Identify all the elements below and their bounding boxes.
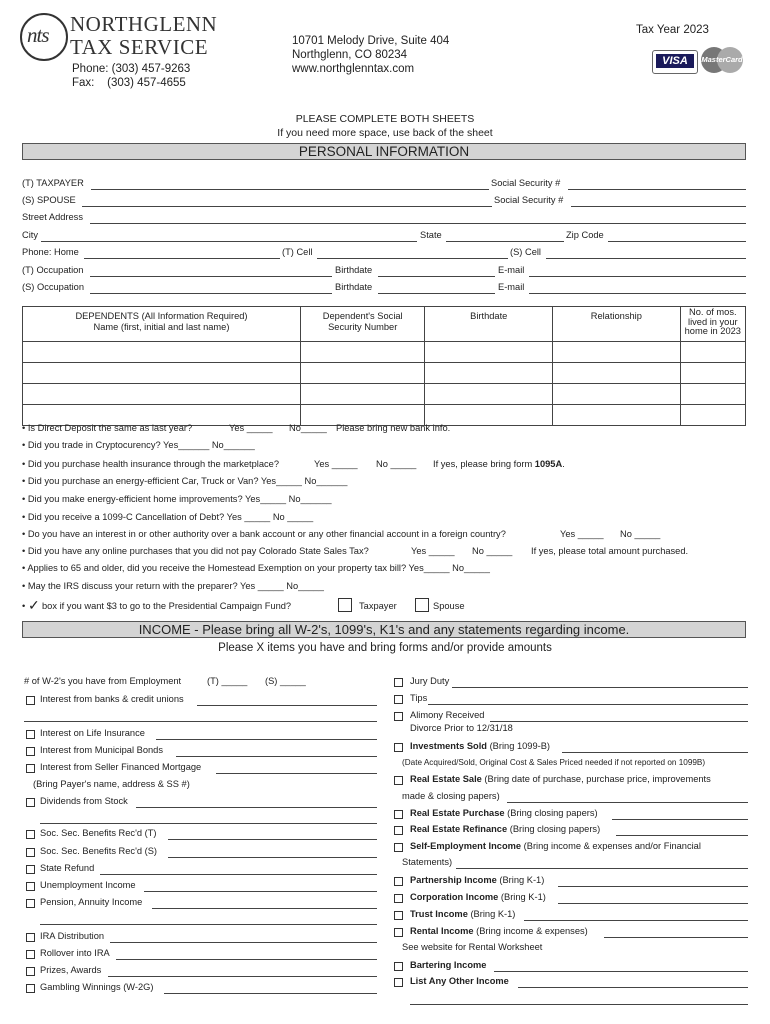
question-irs-discuss[interactable]: • May the IRS discuss your return with the preparer? Yes _____ No_____ <box>22 581 324 591</box>
spouse-ssn-label: Social Security # <box>494 195 564 205</box>
pension-checkbox[interactable] <box>26 899 35 908</box>
real-estate-sale-bold: Real Estate Sale <box>410 774 482 784</box>
dependent-ssn-cell[interactable] <box>300 342 424 363</box>
health-insurance-note <box>433 459 565 470</box>
partnership-checkbox[interactable] <box>394 877 403 886</box>
dependents-header-row <box>23 307 746 342</box>
unemployment-label: Unemployment Income <box>40 880 136 890</box>
real-estate-refinance-label <box>410 824 600 835</box>
self-employment-cont: Statements) <box>402 857 453 867</box>
municipal-bonds-label: Interest from Municipal Bonds <box>40 745 163 755</box>
dependents-months-header-line2: lived in your <box>688 316 738 327</box>
street-field[interactable] <box>90 213 746 224</box>
table-row[interactable] <box>23 342 746 363</box>
trust-checkbox[interactable] <box>394 911 403 920</box>
rental-label <box>410 926 588 937</box>
dependents-name-header <box>23 307 301 342</box>
mastercard-label: MasterCard <box>701 55 743 64</box>
zip-label: Zip Code <box>566 230 604 240</box>
dependent-months-cell[interactable] <box>680 363 745 384</box>
soc-sec-spouse-checkbox[interactable] <box>26 848 35 857</box>
s-birthdate-label: Birthdate <box>335 282 373 292</box>
city-field[interactable] <box>41 231 417 242</box>
self-employment-note: (Bring income & expenses and/or Financial <box>521 841 701 851</box>
dependents-relationship-header: Relationship <box>553 307 681 342</box>
t-email-field[interactable] <box>529 266 746 277</box>
tips-label: Tips <box>410 693 428 703</box>
alimony-note: Divorce Prior to 12/31/18 <box>410 723 513 733</box>
real-estate-refinance-note: (Bring closing papers) <box>507 824 601 834</box>
question-direct-deposit: • Is Direct Deposit the same as last year? <box>22 423 193 433</box>
municipal-bonds-checkbox[interactable] <box>26 747 35 756</box>
tips-field[interactable] <box>428 694 748 705</box>
t-birthdate-field[interactable] <box>378 266 495 277</box>
jury-duty-checkbox[interactable] <box>394 678 403 687</box>
municipal-bonds-field[interactable] <box>176 746 377 757</box>
seller-mortgage-field[interactable] <box>216 763 377 774</box>
bartering-bold: Bartering Income <box>410 960 487 970</box>
state-field[interactable] <box>446 231 564 242</box>
firm-name-line1: NORTHGLENN <box>70 12 218 36</box>
life-insurance-interest-field[interactable] <box>156 729 377 740</box>
investments-note: (Date Acquired/Sold, Original Cost & Sales Priced needed if not reported on 1099B) <box>402 758 706 767</box>
dependent-birthdate-cell[interactable] <box>425 342 553 363</box>
soc-sec-taxpayer-field[interactable] <box>168 829 377 840</box>
dependents-ssn-header-line1: Dependent's Social <box>322 311 403 321</box>
trust-label <box>410 909 515 920</box>
address-line2: Northglenn, CO 80234 <box>292 49 408 61</box>
ira-rollover-checkbox[interactable] <box>26 950 35 959</box>
dividends-label: Dividends from Stock <box>40 796 128 806</box>
real-estate-sale-field[interactable] <box>507 792 748 803</box>
t-occupation-label: (T) Occupation <box>22 265 84 275</box>
seller-mortgage-note: (Bring Payer's name, address & SS #) <box>33 779 190 789</box>
dependents-birthdate-header: Birthdate <box>425 307 553 342</box>
ira-rollover-field[interactable] <box>116 949 377 960</box>
ira-distribution-label: IRA Distribution <box>40 931 105 941</box>
question-homestead[interactable]: • Applies to 65 and older, did you receive the Homestead Exemption on your property tax bill? Yes_____ No_____ <box>22 563 490 573</box>
campaign-taxpayer-label: Taxpayer <box>359 601 397 611</box>
s-email-field[interactable] <box>529 283 746 294</box>
dividends-field[interactable] <box>136 797 377 808</box>
visa-label: VISA <box>656 54 694 68</box>
life-insurance-interest-checkbox[interactable] <box>26 730 35 739</box>
dependent-birthdate-cell[interactable] <box>425 363 553 384</box>
t-occupation-field[interactable] <box>90 266 332 277</box>
s-occupation-label: (S) Occupation <box>22 282 85 292</box>
state-refund-checkbox[interactable] <box>26 865 35 874</box>
dependents-ssn-header-line2: Security Number <box>328 322 398 332</box>
corporation-field[interactable] <box>558 893 748 904</box>
dependent-relationship-cell[interactable] <box>553 342 681 363</box>
real-estate-purchase-bold: Real Estate Purchase <box>410 808 505 818</box>
seller-mortgage-checkbox[interactable] <box>26 764 35 773</box>
alimony-checkbox[interactable] <box>394 712 403 721</box>
mastercard-icon <box>699 47 745 73</box>
partnership-note: (Bring K-1) <box>496 875 545 885</box>
jury-duty-field[interactable] <box>452 677 748 688</box>
health-insurance-yes[interactable]: Yes _____ <box>314 459 358 469</box>
real-estate-purchase-label <box>410 808 598 819</box>
question-online-purchases: • Did you have any online purchases that you did not pay Colorado State Sales Tax? <box>22 546 369 556</box>
bank-interest-field[interactable] <box>197 695 377 706</box>
dependent-relationship-cell[interactable] <box>553 384 681 405</box>
gambling-checkbox[interactable] <box>26 984 35 993</box>
bank-interest-extra-line[interactable] <box>24 711 377 722</box>
seller-mortgage-label: Interest from Seller Financed Mortgage <box>40 762 202 772</box>
bank-interest-label: Interest from banks & credit unions <box>40 694 184 704</box>
dependent-birthdate-cell[interactable] <box>425 384 553 405</box>
fax-number: Fax: (303) 457-4655 <box>72 77 186 89</box>
w2-count-taxpayer[interactable]: (T) _____ <box>207 676 248 686</box>
question-foreign-account: • Do you have an interest in or other authority over a bank account or any other financial account in a foreign country? <box>22 529 506 539</box>
corporation-bold: Corporation Income <box>410 892 499 902</box>
intro-line1: PLEASE COMPLETE BOTH SHEETS <box>295 113 475 125</box>
real-estate-sale-checkbox[interactable] <box>394 776 403 785</box>
spouse-name-field[interactable] <box>82 196 492 207</box>
state-refund-label: State Refund <box>40 863 95 873</box>
dependent-name-cell[interactable] <box>23 384 301 405</box>
prizes-field[interactable] <box>108 966 377 977</box>
s-cell-field[interactable] <box>546 248 746 259</box>
campaign-bullet: • <box>22 601 26 611</box>
phone-home-label: Phone: Home <box>22 247 79 257</box>
real-estate-refinance-bold: Real Estate Refinance <box>410 824 508 834</box>
w2-count-spouse[interactable]: (S) _____ <box>265 676 306 686</box>
prizes-label: Prizes, Awards <box>40 965 102 975</box>
dependents-ssn-header <box>300 307 424 342</box>
income-subtitle: Please X items you have and bring forms and/or provide amounts <box>218 642 552 654</box>
phone-number: Phone: (303) 457-9263 <box>72 63 191 75</box>
state-label: State <box>420 230 442 240</box>
taxpayer-ssn-field[interactable] <box>568 179 746 190</box>
state-refund-field[interactable] <box>100 864 377 875</box>
rental-note: (Bring income & expenses) <box>473 926 588 936</box>
self-employment-field[interactable] <box>456 858 748 869</box>
website-link[interactable]: www.northglenntax.com <box>292 63 415 75</box>
campaign-taxpayer-checkbox[interactable] <box>338 598 352 612</box>
spouse-ssn-field[interactable] <box>571 196 746 207</box>
health-insurance-note-text: If yes, please bring form <box>433 459 535 469</box>
rental-bold: Rental Income <box>410 926 474 936</box>
t-cell-field[interactable] <box>317 248 508 259</box>
health-insurance-no[interactable]: No _____ <box>376 459 417 469</box>
campaign-spouse-checkbox[interactable] <box>415 598 429 612</box>
alimony-field[interactable] <box>490 711 748 722</box>
pension-field[interactable] <box>152 898 377 909</box>
visa-card-icon <box>652 50 698 74</box>
dependents-months-header-line1: No. of mos. <box>689 307 737 317</box>
rental-field[interactable] <box>604 927 748 938</box>
taxpayer-ssn-label: Social Security # <box>491 178 561 188</box>
soc-sec-spouse-field[interactable] <box>168 847 377 858</box>
ira-distribution-field[interactable] <box>110 932 377 943</box>
real-estate-purchase-note: (Bring closing papers) <box>504 808 598 818</box>
online-purchases-no[interactable]: No _____ <box>472 546 513 556</box>
investments-checkbox[interactable] <box>394 743 403 752</box>
w2-count-label: # of W-2's you have from Employment <box>24 676 182 686</box>
unemployment-field[interactable] <box>144 881 377 892</box>
real-estate-purchase-checkbox[interactable] <box>394 810 403 819</box>
soc-sec-taxpayer-label: Soc. Sec. Benefits Rec'd (T) <box>40 828 157 838</box>
real-estate-refinance-field[interactable] <box>616 825 748 836</box>
corporation-note: (Bring K-1) <box>498 892 546 902</box>
tips-checkbox[interactable] <box>394 695 403 704</box>
spouse-label: (S) SPOUSE <box>22 195 76 205</box>
question-energy-home[interactable]: • Did you make energy-efficient home improvements? Yes_____ No______ <box>22 494 332 504</box>
corporation-label <box>410 892 546 903</box>
dependent-ssn-cell[interactable] <box>300 363 424 384</box>
dividends-checkbox[interactable] <box>26 798 35 807</box>
direct-deposit-no[interactable]: No_____ <box>289 423 327 433</box>
dependents-table <box>22 306 746 426</box>
prizes-checkbox[interactable] <box>26 967 35 976</box>
gambling-field[interactable] <box>164 983 377 994</box>
trust-bold: Trust Income <box>410 909 468 919</box>
dependents-months-header-line3: home in 2023 <box>684 326 741 336</box>
real-estate-purchase-field[interactable] <box>612 809 748 820</box>
t-birthdate-label: Birthdate <box>335 265 373 275</box>
taxpayer-name-field[interactable] <box>91 179 489 190</box>
pension-extra-line[interactable] <box>40 914 377 925</box>
online-purchases-yes[interactable]: Yes _____ <box>411 546 455 556</box>
rental-worksheet-note: See website for Rental Worksheet <box>402 942 543 952</box>
t-cell-label: (T) Cell <box>282 247 313 257</box>
alimony-label: Alimony Received <box>410 710 485 720</box>
dependent-months-cell[interactable] <box>680 384 745 405</box>
trust-note: (Bring K-1) <box>467 909 516 919</box>
self-employment-label <box>410 841 701 852</box>
dependent-months-cell[interactable] <box>680 405 745 426</box>
dependent-relationship-cell[interactable] <box>553 405 681 426</box>
t-email-label: E-mail <box>498 265 525 275</box>
real-estate-sale-note: (Bring date of purchase, purchase price, improvements <box>481 774 711 784</box>
address-line1: 10701 Melody Drive, Suite 404 <box>292 35 450 47</box>
table-row[interactable] <box>23 363 746 384</box>
campaign-spouse-label: Spouse <box>433 601 465 611</box>
real-estate-refinance-checkbox[interactable] <box>394 826 403 835</box>
partnership-bold: Partnership Income <box>410 875 497 885</box>
partnership-label <box>410 875 544 886</box>
s-occupation-field[interactable] <box>90 283 332 294</box>
dependent-ssn-cell[interactable] <box>300 384 424 405</box>
unemployment-checkbox[interactable] <box>26 882 35 891</box>
form-1095a: 1095A <box>534 459 563 469</box>
other-income-label <box>410 976 509 987</box>
zip-field[interactable] <box>608 231 746 242</box>
investments-label <box>410 741 550 752</box>
bank-interest-checkbox[interactable] <box>26 696 35 705</box>
online-purchases-note: If yes, please total amount purchased. <box>531 546 689 556</box>
rental-checkbox[interactable] <box>394 928 403 937</box>
other-income-bold: List Any Other Income <box>410 976 509 986</box>
bartering-field[interactable] <box>494 961 748 972</box>
taxpayer-label: (T) TAXPAYER <box>22 178 84 188</box>
dependents-name-header-line1: DEPENDENTS (All Information Required) <box>75 311 248 321</box>
corporation-checkbox[interactable] <box>394 894 403 903</box>
dependent-months-cell[interactable] <box>680 342 745 363</box>
s-email-label: E-mail <box>498 282 525 292</box>
intro-line2: If you need more space, use back of the sheet <box>277 127 493 139</box>
personal-info-heading: PERSONAL INFORMATION <box>22 143 746 160</box>
pension-label: Pension, Annuity Income <box>40 897 143 907</box>
question-crypto[interactable]: • Did you trade in Cryptocurency? Yes______ No______ <box>22 440 255 450</box>
health-insurance-note-end: . <box>562 459 565 469</box>
firm-name-line2: TAX SERVICE <box>70 35 209 59</box>
table-row[interactable] <box>23 384 746 405</box>
gambling-label: Gambling Winnings (W-2G) <box>40 982 154 992</box>
other-income-field[interactable] <box>518 977 748 988</box>
city-label: City <box>22 230 39 240</box>
soc-sec-taxpayer-checkbox[interactable] <box>26 830 35 839</box>
dividends-extra-line[interactable] <box>40 813 377 824</box>
life-insurance-interest-label: Interest on Life Insurance <box>40 728 145 738</box>
other-income-checkbox[interactable] <box>394 978 403 987</box>
investments-field[interactable] <box>562 742 748 753</box>
question-campaign-fund: box if you want $3 to go to the Presidential Campaign Fund? <box>42 601 292 611</box>
dependents-name-header-line2: Name (first, initial and last name) <box>93 322 230 332</box>
dependent-name-cell[interactable] <box>23 342 301 363</box>
question-energy-vehicle[interactable]: • Did you purchase an energy-efficient Car, Truck or Van? Yes_____ No______ <box>22 476 348 486</box>
ira-distribution-checkbox[interactable] <box>26 933 35 942</box>
jury-duty-label: Jury Duty <box>410 676 450 686</box>
real-estate-sale-label <box>410 774 711 785</box>
checkmark-icon: ✓ <box>28 597 40 613</box>
trust-field[interactable] <box>524 910 748 921</box>
logo-monogram: nts <box>27 23 49 47</box>
bartering-checkbox[interactable] <box>394 962 403 971</box>
income-heading: INCOME - Please bring all W-2's, 1099's, K1's and any statements regarding income. <box>22 621 746 638</box>
real-estate-sale-cont: made & closing papers) <box>402 791 500 801</box>
dependent-relationship-cell[interactable] <box>553 363 681 384</box>
phone-home-field[interactable] <box>84 248 280 259</box>
partnership-field[interactable] <box>558 876 748 887</box>
dependent-name-cell[interactable] <box>23 363 301 384</box>
self-employment-bold: Self-Employment Income <box>410 841 522 851</box>
question-1099c[interactable]: • Did you receive a 1099-C Cancellation of Debt? Yes _____ No _____ <box>22 512 314 522</box>
street-label: Street Address <box>22 212 83 222</box>
question-health-insurance: • Did you purchase health insurance through the marketplace? <box>22 459 280 469</box>
soc-sec-spouse-label: Soc. Sec. Benefits Rec'd (S) <box>40 846 158 856</box>
direct-deposit-note: Please bring new bank info. <box>336 423 451 433</box>
dependents-months-header <box>680 307 745 342</box>
tax-year: Tax Year 2023 <box>636 24 709 36</box>
investments-label-bold: Investments Sold <box>410 741 487 751</box>
foreign-account-yes[interactable]: Yes _____ <box>560 529 604 539</box>
other-income-extra-line[interactable] <box>410 994 748 1005</box>
s-cell-label: (S) Cell <box>510 247 541 257</box>
s-birthdate-field[interactable] <box>378 283 495 294</box>
bartering-label <box>410 960 486 971</box>
ira-rollover-label: Rollover into IRA <box>40 948 110 958</box>
foreign-account-no[interactable]: No _____ <box>620 529 661 539</box>
self-employment-checkbox[interactable] <box>394 843 403 852</box>
direct-deposit-yes[interactable]: Yes _____ <box>229 423 273 433</box>
investments-label-note: (Bring 1099-B) <box>486 741 551 751</box>
